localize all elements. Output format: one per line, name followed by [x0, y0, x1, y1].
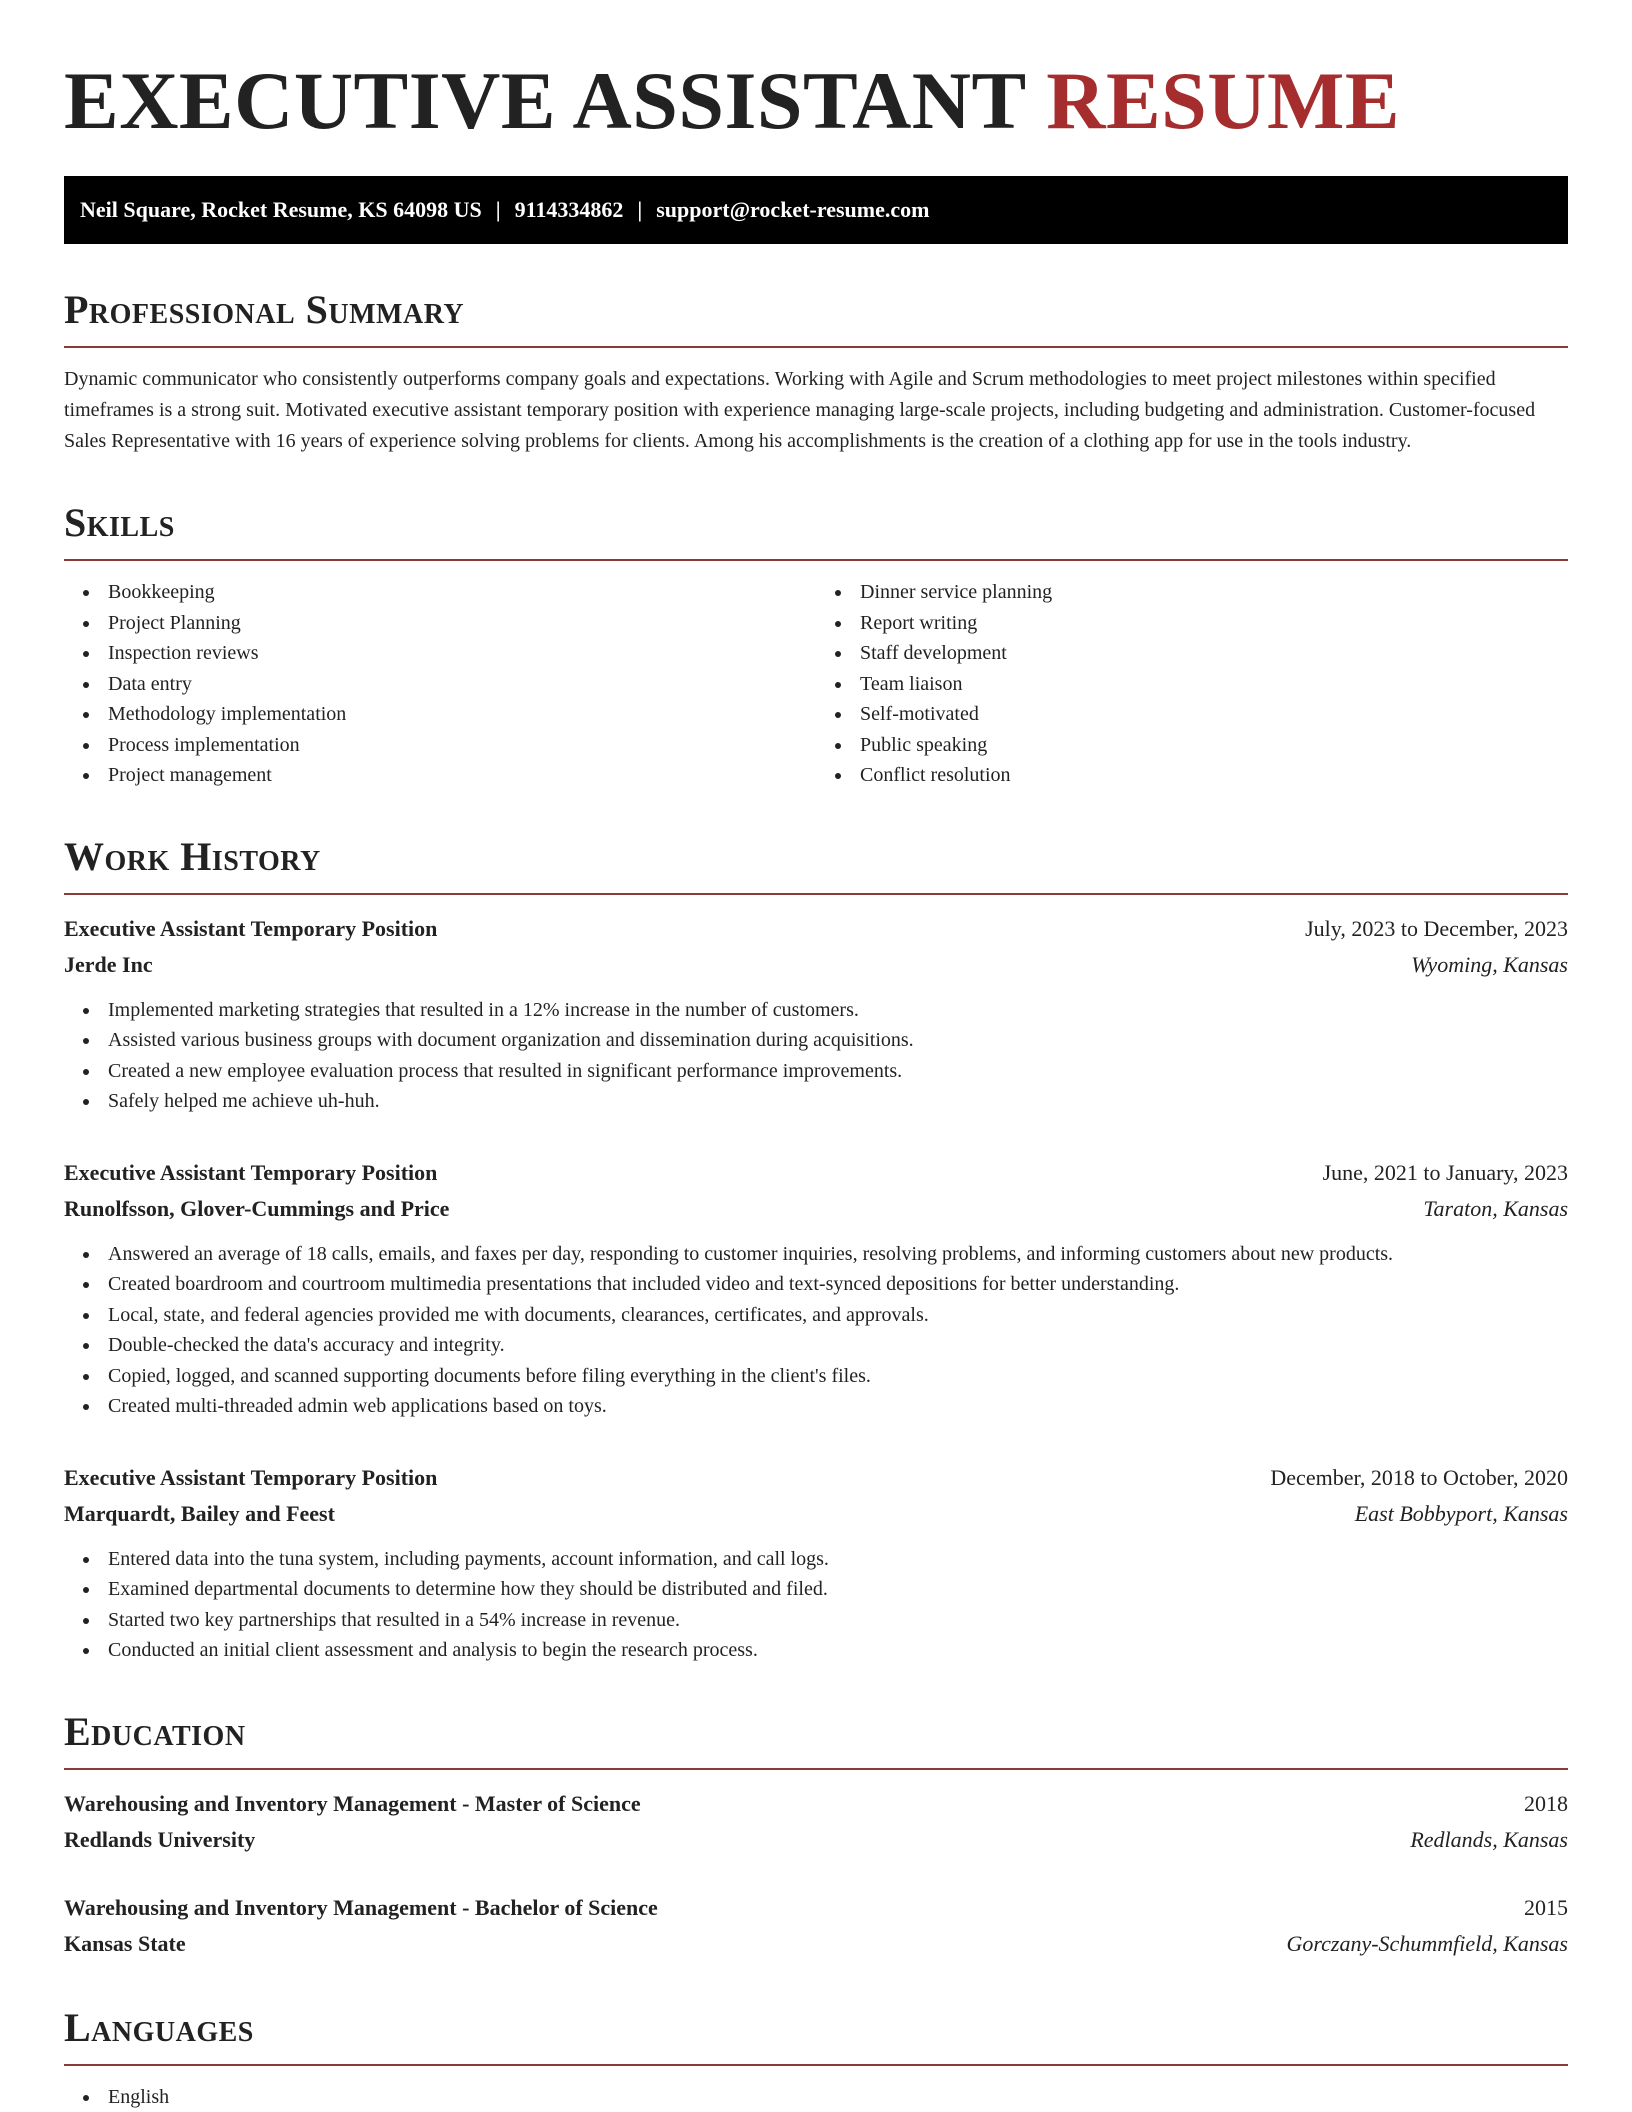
job-company-row [64, 1191, 1568, 1227]
section-divider [64, 893, 1568, 895]
education-school-row [64, 1822, 1568, 1858]
contact-bar [64, 176, 1568, 244]
languages-list [64, 2082, 1568, 2112]
education-degree-row [64, 1890, 1568, 1926]
education-year: 2018 [1524, 1790, 1568, 1816]
education-school-row [64, 1926, 1568, 1962]
education-degree-row [64, 1786, 1568, 1822]
section-heading: Professional Summary [64, 287, 465, 333]
education-entry [64, 1786, 1568, 1858]
job-title: Executive Assistant Temporary Position [64, 915, 438, 941]
job-bullet: Conducted an initial client assessment and analysis to begin the research process. [108, 1635, 1568, 1666]
job-bullets [64, 1239, 1568, 1422]
education-location: Gorczany-Schummfield, Kansas [1286, 1930, 1568, 1956]
job-company-row [64, 1496, 1568, 1532]
section-heading: Work History [64, 833, 321, 879]
job-dates: June, 2021 to January, 2023 [1322, 1159, 1568, 1185]
skill-item: Public speaking [860, 730, 1568, 761]
job-bullet: Created a new employee evaluation process that resulted in significant performance improvements. [108, 1056, 1568, 1087]
job-header-row [64, 1460, 1568, 1496]
skill-item: Bookkeeping [108, 577, 816, 608]
skill-item: Staff development [860, 638, 1568, 669]
section-divider [64, 2064, 1568, 2066]
education-entry [64, 1890, 1568, 1962]
contact-separator: | [495, 197, 501, 223]
job-title: Executive Assistant Temporary Position [64, 1159, 438, 1185]
job-bullet: Double-checked the data's accuracy and integrity. [108, 1330, 1568, 1361]
job-title: Executive Assistant Temporary Position [64, 1464, 438, 1490]
work-history-section [64, 835, 1568, 1666]
skill-item: Data entry [108, 669, 816, 700]
job-bullet: Implemented marketing strategies that resulted in a 12% increase in the number of customers. [108, 995, 1568, 1026]
education-location: Redlands, Kansas [1410, 1826, 1568, 1852]
job-company: Jerde Inc [64, 951, 153, 977]
summary-section [64, 288, 1568, 457]
job-entry [64, 911, 1568, 1117]
job-company: Runolfsson, Glover-Cummings and Price [64, 1195, 450, 1221]
job-bullet: Started two key partnerships that resulted in a 54% increase in revenue. [108, 1605, 1568, 1636]
job-bullet: Safely helped me achieve uh-huh. [108, 1086, 1568, 1117]
skill-item: Self-motivated [860, 699, 1568, 730]
section-divider [64, 1768, 1568, 1770]
job-bullets [64, 1544, 1568, 1666]
language-item: English [108, 2082, 1568, 2112]
section-heading: Languages [64, 2004, 254, 2050]
job-location: East Bobbyport, Kansas [1354, 1500, 1568, 1526]
skill-item: Team liaison [860, 669, 1568, 700]
skill-item: Methodology implementation [108, 699, 816, 730]
job-company: Marquardt, Bailey and Feest [64, 1500, 335, 1526]
skill-item: Project management [108, 760, 816, 791]
job-entry [64, 1460, 1568, 1666]
skill-item: Process implementation [108, 730, 816, 761]
job-bullet: Answered an average of 18 calls, emails, and faxes per day, responding to customer inquiries, resolving problems, and informing customers about new products. [108, 1239, 1568, 1270]
skills-columns [64, 577, 1568, 791]
job-location: Wyoming, Kansas [1411, 951, 1568, 977]
job-bullet: Copied, logged, and scanned supporting documents before filing everything in the client's files. [108, 1361, 1568, 1392]
skill-item: Project Planning [108, 608, 816, 639]
contact-separator: | [637, 197, 643, 223]
job-entry [64, 1155, 1568, 1422]
job-bullet: Examined departmental documents to determine how they should be distributed and filed. [108, 1574, 1568, 1605]
education-school: Redlands University [64, 1826, 256, 1852]
job-bullet: Created multi-threaded admin web applications based on toys. [108, 1391, 1568, 1422]
resume-title [64, 56, 1568, 146]
languages-section [64, 2006, 1568, 2112]
job-dates: July, 2023 to December, 2023 [1305, 915, 1568, 941]
skills-section [64, 501, 1568, 791]
skills-list-right [816, 577, 1568, 791]
contact-email[interactable]: support@rocket-resume.com [656, 197, 930, 223]
title-main: EXECUTIVE ASSISTANT [64, 55, 1026, 146]
education-degree: Warehousing and Inventory Management - Bachelor of Science [64, 1894, 658, 1920]
job-bullet: Created boardroom and courtroom multimedia presentations that included video and text-synced depositions for better understanding. [108, 1269, 1568, 1300]
contact-phone: 9114334862 [514, 197, 624, 223]
section-divider [64, 346, 1568, 348]
contact-address: Neil Square, Rocket Resume, KS 64098 US [80, 197, 482, 223]
skill-item: Dinner service planning [860, 577, 1568, 608]
job-header-row [64, 911, 1568, 947]
section-heading: Skills [64, 500, 175, 546]
job-bullet: Local, state, and federal agencies provided me with documents, clearances, certificates, and approvals. [108, 1300, 1568, 1331]
job-location: Taraton, Kansas [1423, 1195, 1568, 1221]
title-accent: RESUME [1046, 55, 1401, 146]
job-dates: December, 2018 to October, 2020 [1270, 1464, 1568, 1490]
job-company-row [64, 947, 1568, 983]
education-year: 2015 [1524, 1894, 1568, 1920]
summary-text: Dynamic communicator who consistently outperforms company goals and expectations. Working with Agile and Scrum methodologies to meet project milestones within specified timeframes is a strong suit. Motivated executive assistant temporary position with experience managing large-scale projects, including budgeting and administration. Customer-focused Sales Representative with 16 years of experience solving problems for clients. Among his accomplishments is the creation of a clothing app for use in the tools industry. [64, 368, 1536, 453]
skill-item: Report writing [860, 608, 1568, 639]
section-divider [64, 559, 1568, 561]
section-heading: Education [64, 1708, 246, 1754]
job-bullets [64, 995, 1568, 1117]
education-degree: Warehousing and Inventory Management - Master of Science [64, 1790, 641, 1816]
job-bullet: Entered data into the tuna system, including payments, account information, and call logs. [108, 1544, 1568, 1575]
education-section [64, 1710, 1568, 1962]
job-bullet: Assisted various business groups with document organization and dissemination during acquisitions. [108, 1025, 1568, 1056]
skills-list-left [64, 577, 816, 791]
skill-item: Inspection reviews [108, 638, 816, 669]
skill-item: Conflict resolution [860, 760, 1568, 791]
education-school: Kansas State [64, 1930, 186, 1956]
job-header-row [64, 1155, 1568, 1191]
